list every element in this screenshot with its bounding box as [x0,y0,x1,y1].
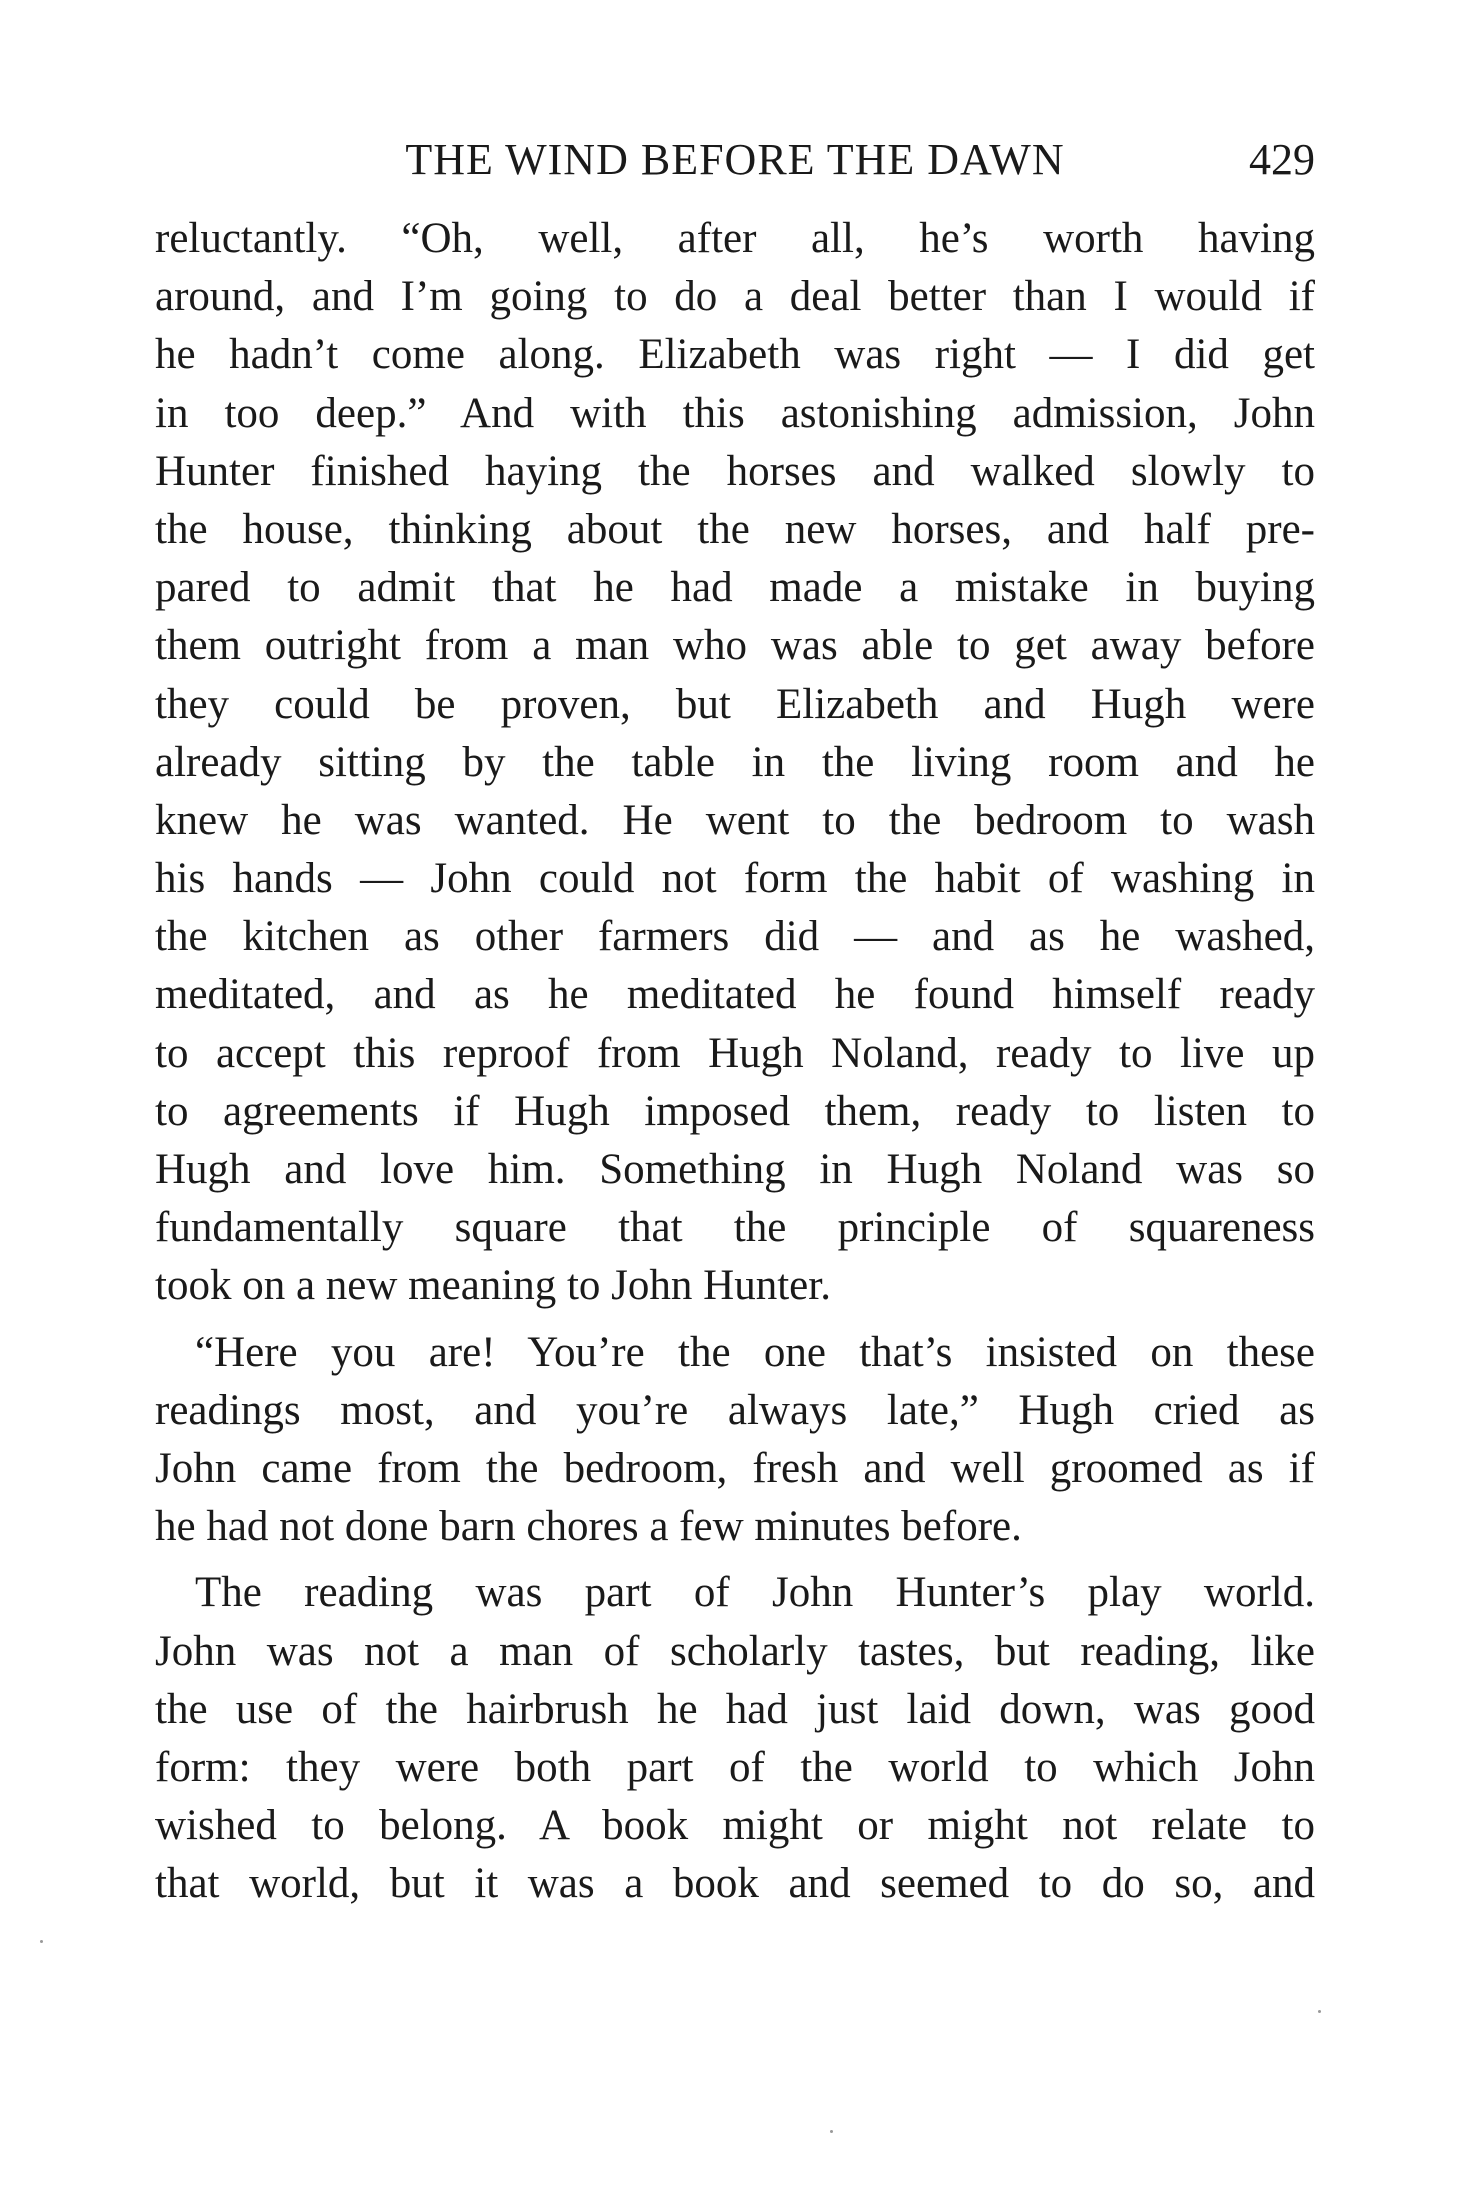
text-line: he hadn’t come along. Elizabeth was right — I did get [155,331,1315,379]
text-line: in too deep.” And with this astonishing admission, John [155,389,1315,437]
text-line: his hands — John could not form the habit of washing in [155,855,1315,903]
text-line: took on a new meaning to John Hunter. [155,1262,831,1310]
running-title: THE WIND BEFORE THE DAWN [405,135,1065,184]
paragraph-3 [155,1564,1315,1913]
text-line: the kitchen as other farmers did — and as he washed, [155,913,1315,961]
text-line: wished to belong. A book might or might not relate to [155,1802,1315,1850]
text-line: them outright from a man who was able to get away before [155,622,1315,670]
text-line: to accept this reproof from Hugh Noland, ready to live up [155,1029,1315,1077]
text-line: pared to admit that he had made a mistake in buying [155,564,1315,612]
paragraph-2 [155,1324,1315,1557]
text-line: the house, thinking about the new horses, and half pre- [155,505,1315,553]
text-line: fundamentally square that the principle of squareness [155,1204,1315,1252]
text-line: John was not a man of scholarly tastes, but reading, like [155,1627,1315,1675]
text-line: John came from the bedroom, fresh and well groomed as if [155,1444,1315,1492]
paper-speck [40,1940,43,1943]
running-head [155,125,1315,195]
text-line: meditated, and as he meditated he found himself ready [155,971,1315,1019]
page-number: 429 [1249,135,1315,184]
text-line: they could be proven, but Elizabeth and Hugh were [155,680,1315,728]
text-line: The reading was part of John Hunter’s play world. [195,1569,1315,1617]
body-text [155,210,1315,1913]
paragraph-1 [155,210,1315,1316]
text-line: around, and I’m going to do a deal better than I would if [155,273,1315,321]
text-line: Hugh and love him. Something in Hugh Noland was so [155,1146,1315,1193]
text-line: already sitting by the table in the living room and he [155,738,1315,786]
text-line: reluctantly. “Oh, well, after all, he’s worth having [155,215,1315,262]
text-line: that world, but it was a book and seemed to do so, and [155,1860,1315,1908]
paper-speck [830,2130,833,2133]
text-line: the use of the hairbrush he had just laid down, was good [155,1685,1315,1733]
text-line: “Here you are! You’re the one that’s insisted on these [195,1328,1315,1376]
text-line: he had not done barn chores a few minutes before. [155,1503,1022,1551]
text-line: to agreements if Hugh imposed them, ready to listen to [155,1087,1315,1135]
text-line: Hunter finished haying the horses and walked slowly to [155,447,1315,495]
text-line: knew he was wanted. He went to the bedroom to wash [155,796,1315,844]
text-line: form: they were both part of the world to which John [155,1743,1315,1791]
paper-speck [1318,2010,1321,2013]
text-line: readings most, and you’re always late,” Hugh cried as [155,1386,1315,1434]
